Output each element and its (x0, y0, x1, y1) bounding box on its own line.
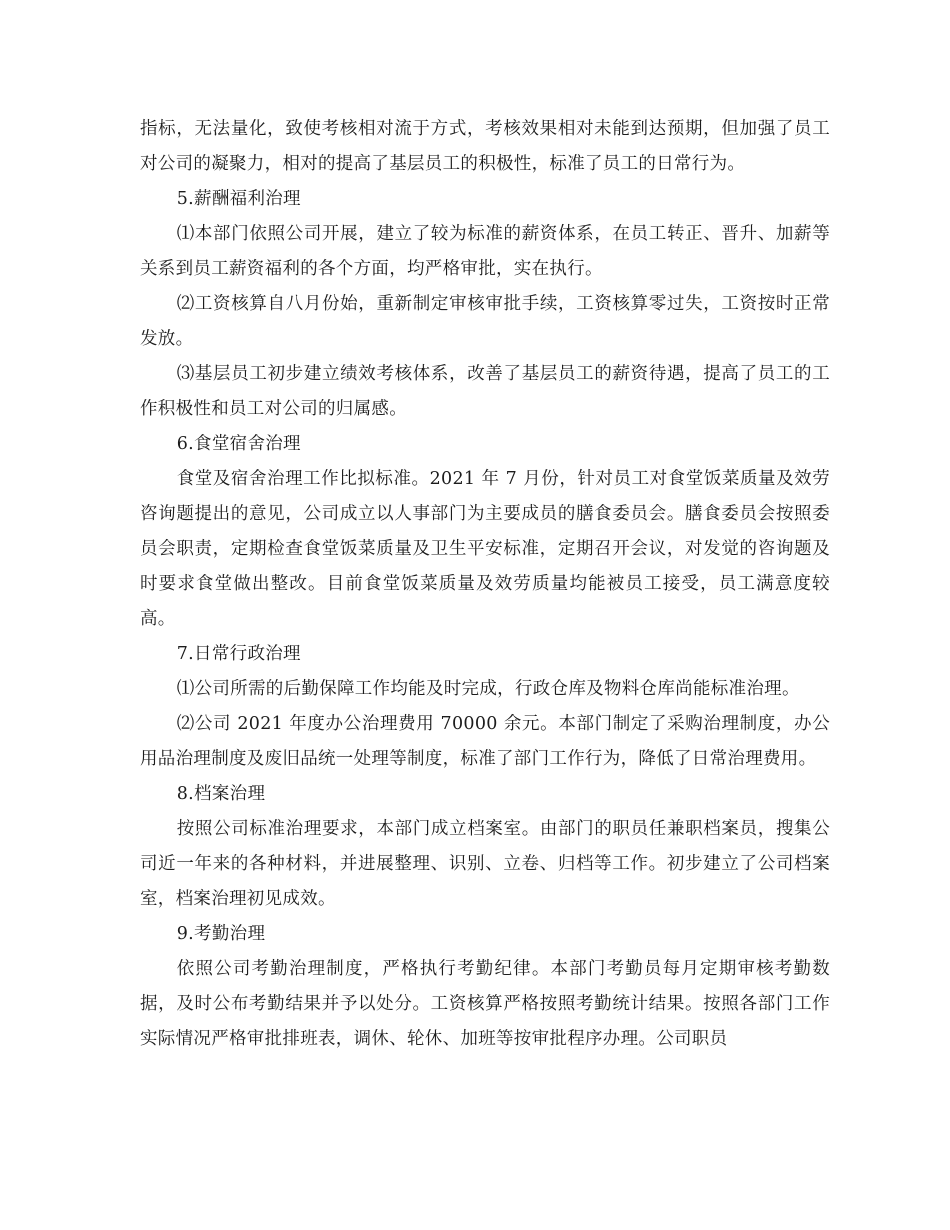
paragraph: ⑴本部门依照公司开展，建立了较为标准的薪资体系，在员工转正、晋升、加薪等关系到员工薪资福利的各个方面，均严格审批，实在执行。 (140, 224, 830, 279)
section-heading-salary: 5.薪酬福利治理 (176, 189, 301, 209)
paragraph-continuation: 指标，无法量化，致使考核相对流于方式，考核效果相对未能到达预期，但加强了员工对公司的凝聚力，相对的提高了基层员工的积极性，标准了员工的日常行为。 (140, 119, 830, 174)
paragraph: ⑵工资核算自八月份始，重新制定审核审批手续，工资核算零过失，工资按时正常发放。 (140, 294, 830, 349)
paragraph: ⑶基层员工初步建立绩效考核体系，改善了基层员工的薪资待遇，提高了员工的工作积极性和员工对公司的归属感。 (140, 364, 830, 419)
paragraph: 食堂及宿舍治理工作比拟标准。2021 年 7 月份，针对员工对食堂饭菜质量及效劳咨询题提出的意见，公司成立以人事部门为主要成员的膳食委员会。膳食委员会按照委员会职责，定期检查食堂饭菜质量及卫生平安标准，定期召开会议，对发觉的咨询题及时要求食堂做出整改。目前食堂饭菜质量及效劳质量均能被员工接受，员工满意度较高。 (140, 469, 830, 629)
section-heading-canteen: 6.食堂宿舍治理 (176, 434, 301, 454)
paragraph: ⑴公司所需的后勤保障工作均能及时完成，行政仓库及物料仓库尚能标准治理。 (176, 679, 800, 699)
paragraph: ⑵公司 2021 年度办公治理费用 70000 余元。本部门制定了采购治理制度，办公用品治理制度及废旧品统一处理等制度，标准了部门工作行为，降低了日常治理费用。 (140, 714, 830, 769)
paragraph: 按照公司标准治理要求，本部门成立档案室。由部门的职员任兼职档案员，搜集公司近一年来的各种材料，并进展整理、识别、立卷、归档等工作。初步建立了公司档案室，档案治理初见成效。 (140, 819, 830, 909)
section-heading-archive: 8.档案治理 (176, 784, 266, 804)
section-heading-admin: 7.日常行政治理 (176, 644, 301, 664)
section-heading-attendance: 9.考勤治理 (176, 924, 266, 944)
paragraph: 依照公司考勤治理制度，严格执行考勤纪律。本部门考勤员每月定期审核考勤数据，及时公布考勤结果并予以处分。工资核算严格按照考勤统计结果。按照各部门工作实际情况严格审批排班表，调休、轮休、加班等按审批程序办理。公司职员 (140, 959, 830, 1049)
